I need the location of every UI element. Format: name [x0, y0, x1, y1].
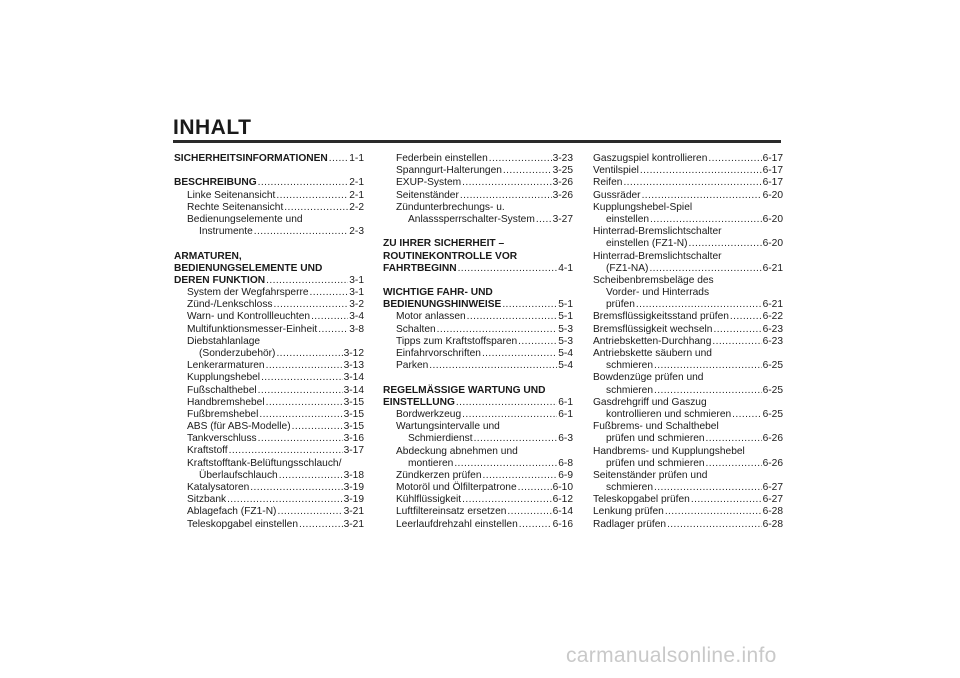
toc-page-number: 6-21 — [762, 299, 783, 311]
toc-spacer — [383, 226, 573, 238]
toc-dot-leader — [258, 433, 343, 445]
toc-page-number: 6-26 — [762, 433, 783, 445]
toc-entry-title: Kraftstoff — [187, 445, 228, 457]
toc-dot-leader — [284, 202, 348, 214]
toc-dot-leader — [708, 153, 761, 165]
toc-page-number: 4-1 — [558, 262, 573, 274]
toc-entry[interactable] — [593, 238, 783, 250]
toc-entry-title: (Sonderzubehör) — [199, 347, 276, 359]
toc-page-number: 6-26 — [762, 457, 783, 469]
toc-entry-title: DEREN FUNKTION — [174, 274, 266, 286]
toc-dot-leader — [277, 506, 342, 518]
toc-dot-leader — [329, 153, 349, 165]
toc-page-number: 6-22 — [762, 311, 783, 323]
toc-entry-title: Motoröl und Ölfilterpatrone — [396, 482, 517, 494]
toc-entry[interactable] — [174, 190, 364, 202]
page-title: INHALT — [173, 116, 252, 139]
toc-section-entry[interactable] — [174, 153, 364, 165]
toc-entry[interactable] — [174, 482, 364, 494]
toc-entry[interactable] — [174, 446, 364, 458]
toc-entry[interactable] — [383, 433, 573, 445]
toc-dot-leader — [518, 482, 552, 494]
toc-page-number: 3-26 — [552, 189, 573, 201]
toc-page-number: 6-8 — [558, 457, 573, 469]
toc-page-number: 3-13 — [343, 360, 364, 372]
toc-entry[interactable] — [383, 409, 573, 421]
toc-dot-leader — [474, 433, 558, 445]
toc-entry-title: Schalten — [396, 323, 436, 335]
toc-page-number: 2-1 — [349, 189, 364, 201]
toc-section-entry[interactable] — [174, 275, 364, 287]
toc-dot-leader — [489, 153, 552, 165]
toc-entry-title: Ventilspiel — [593, 165, 639, 177]
toc-dot-leader — [649, 263, 761, 275]
toc-spacer — [383, 372, 573, 384]
toc-page-number: 6-27 — [762, 482, 783, 494]
toc-entry-title: Lenkerarmaturen — [187, 360, 265, 372]
toc-entry-title: Fußbremshebel — [187, 408, 259, 420]
toc-entry-title: schmieren — [606, 360, 653, 372]
toc-entry-title: Fußschalthebel — [187, 384, 257, 396]
toc-page-number: 3-25 — [552, 165, 573, 177]
toc-entry[interactable] — [174, 348, 364, 360]
toc-entry-title: Luftfiltereinsatz ersetzen — [396, 506, 507, 518]
toc-entry[interactable] — [593, 311, 783, 323]
toc-page-number: 3-1 — [349, 274, 364, 286]
toc-entry[interactable] — [593, 165, 783, 177]
toc-dot-leader — [502, 299, 557, 311]
toc-dot-leader — [261, 372, 343, 384]
toc-dot-leader — [713, 324, 761, 336]
toc-entry-title: Instrumente — [199, 226, 253, 238]
toc-entry[interactable] — [383, 348, 573, 360]
toc-heading-line: ZU IHRER SICHERHEIT – — [383, 238, 505, 250]
toc-entry[interactable] — [593, 336, 783, 348]
toc-entry-title: Motor anlassen — [396, 311, 466, 323]
toc-page-number: 3-19 — [343, 482, 364, 494]
toc-spacer — [174, 165, 364, 177]
toc-entry-title: Schmierdienst — [408, 433, 473, 445]
toc-page-number: 3-27 — [552, 213, 573, 225]
toc-heading-line: WICHTIGE FAHR- UND — [383, 287, 493, 299]
toc-dot-leader — [259, 409, 342, 421]
toc-section-entry[interactable] — [174, 177, 364, 189]
toc-column-2 — [383, 153, 573, 531]
toc-entry-title: Überlaufschlauch — [199, 469, 278, 481]
toc-dot-leader — [536, 214, 552, 226]
toc-dot-leader — [518, 336, 557, 348]
toc-page-number: 3-17 — [343, 445, 364, 457]
toc-entry-title: ABS (für ABS-Modelle) — [187, 421, 291, 433]
toc-page-number: 6-20 — [762, 238, 783, 250]
toc-page-number: 3-4 — [349, 311, 364, 323]
toc-entry-title: Handbremshebel — [187, 396, 265, 408]
toc-entry[interactable] — [174, 202, 364, 214]
toc-dot-leader — [689, 238, 762, 250]
toc-page-number: 6-25 — [762, 360, 783, 372]
toc-dot-leader — [250, 482, 342, 494]
toc-dot-leader — [691, 494, 762, 506]
toc-entry-title: Federbein einstellen — [396, 152, 488, 164]
toc-entry[interactable] — [174, 409, 364, 421]
toc-dot-leader — [667, 519, 762, 531]
toc-page-number: 5-1 — [558, 311, 573, 323]
toc-entry[interactable] — [383, 458, 573, 470]
toc-dot-leader — [519, 519, 552, 531]
toc-dot-leader — [299, 519, 343, 531]
toc-dot-leader — [229, 445, 343, 457]
toc-column-1 — [174, 153, 364, 531]
toc-entry-title: Sitzbank — [187, 494, 227, 506]
toc-entry-line: Fußbrems- und Schalthebel — [593, 421, 719, 433]
toc-entry-title: einstellen (FZ1-N) — [606, 238, 688, 250]
toc-dot-leader — [642, 190, 762, 202]
toc-dot-leader — [279, 470, 343, 482]
toc-entry-title: (FZ1-NA) — [606, 262, 649, 274]
toc-entry[interactable] — [593, 177, 783, 189]
toc-entry-line: Vorder- und Hinterrads — [606, 287, 710, 299]
toc-page-number: 5-4 — [558, 347, 573, 359]
toc-entry-title: EXUP-System — [396, 177, 462, 189]
toc-page-number: 6-25 — [762, 408, 783, 420]
toc-page-number: 6-1 — [558, 396, 573, 408]
toc-page-number: 6-21 — [762, 262, 783, 274]
toc-dot-leader — [706, 433, 762, 445]
toc-dot-leader — [467, 311, 558, 323]
toc-entry[interactable] — [383, 494, 573, 506]
toc-entry-line: Abdeckung abnehmen und — [396, 445, 518, 457]
watermark: carmanualsonline.info — [566, 644, 777, 667]
toc-page-number: 3-12 — [343, 347, 364, 359]
toc-entry[interactable] — [593, 494, 783, 506]
toc-entry[interactable] — [383, 190, 573, 202]
toc-dot-leader — [650, 214, 762, 226]
toc-entry-line: Handbrems- und Kupplungshebel — [593, 445, 745, 457]
toc-page-number: 3-14 — [343, 372, 364, 384]
toc-page-number: 3-26 — [552, 177, 573, 189]
toc-dot-leader — [310, 287, 349, 299]
toc-page-number: 3-15 — [343, 408, 364, 420]
toc-entry[interactable] — [174, 372, 364, 384]
toc-entry-title: Tipps zum Kraftstoffsparen — [396, 335, 518, 347]
toc-entry-title: prüfen — [606, 299, 635, 311]
toc-entry[interactable] — [383, 311, 573, 323]
toc-heading-line: BEDIENUNGSELEMENTE UND — [174, 262, 323, 274]
toc-page-number: 6-23 — [762, 335, 783, 347]
toc-dot-leader — [654, 482, 762, 494]
toc-entry[interactable] — [174, 360, 364, 372]
toc-section-entry[interactable] — [383, 263, 573, 275]
toc-entry-title: Gaszugspiel kontrollieren — [593, 152, 708, 164]
toc-page-number: 6-20 — [762, 189, 783, 201]
toc-entry-title: BESCHREIBUNG — [174, 177, 257, 189]
toc-entry[interactable] — [593, 263, 783, 275]
toc-dot-leader — [623, 177, 761, 189]
toc-entry-line: Diebstahlanlage — [187, 335, 261, 347]
toc-page-number: 3-19 — [343, 494, 364, 506]
toc-dot-leader — [654, 385, 762, 397]
toc-dot-leader — [458, 263, 558, 275]
toc-entry-title: FAHRTBEGINN — [383, 262, 457, 274]
toc-page-number: 3-21 — [343, 506, 364, 518]
toc-entry-title: Anlasssperrschalter-System — [408, 213, 535, 225]
toc-dot-leader — [636, 299, 762, 311]
toc-entry-title: Kupplungshebel — [187, 372, 261, 384]
toc-page-number: 6-10 — [552, 482, 573, 494]
toc-entry-title: prüfen und schmieren — [606, 433, 705, 445]
toc-entry-title: Lenkung prüfen — [593, 506, 664, 518]
toc-entry-title: schmieren — [606, 384, 653, 396]
toc-entry-title: Teleskopgabel einstellen — [187, 518, 299, 530]
toc-page-number: 6-17 — [762, 165, 783, 177]
toc-dot-leader — [454, 458, 557, 470]
toc-page-number: 6-1 — [558, 408, 573, 420]
toc-dot-leader — [462, 409, 557, 421]
toc-entry-title: Zünd-/Lenkschloss — [187, 299, 273, 311]
toc-entry[interactable] — [383, 153, 573, 165]
toc-page-number: 3-23 — [552, 152, 573, 164]
toc-entry[interactable] — [383, 519, 573, 531]
toc-page-number: 5-4 — [558, 360, 573, 372]
toc-entry-title: einstellen — [606, 213, 650, 225]
toc-page-number: 3-16 — [343, 433, 364, 445]
toc-entry-title: kontrollieren und schmieren — [606, 408, 732, 420]
toc-entry-title: Spanngurt-Halterungen — [396, 165, 502, 177]
toc-dot-leader — [258, 385, 343, 397]
toc-page-number: 6-9 — [558, 469, 573, 481]
toc-entry-title: Radlager prüfen — [593, 518, 667, 530]
toc-entry[interactable] — [174, 421, 364, 433]
toc-page-number: 6-12 — [552, 494, 573, 506]
toc-dot-leader — [456, 397, 557, 409]
toc-entry-line: Wartungsintervalle und — [396, 421, 500, 433]
toc-page-number: 3-18 — [343, 469, 364, 481]
toc-page-number: 3-15 — [343, 421, 364, 433]
toc-entry[interactable] — [383, 177, 573, 189]
toc-entry[interactable] — [593, 153, 783, 165]
toc-entry-title: schmieren — [606, 482, 653, 494]
toc-entry-title: BEDIENUNGSHINWEISE — [383, 299, 502, 311]
toc-entry[interactable] — [383, 506, 573, 518]
toc-dot-leader — [274, 299, 349, 311]
toc-entry-line: Bedienungselemente und — [187, 213, 303, 225]
toc-entry[interactable] — [593, 409, 783, 421]
toc-entry[interactable] — [593, 360, 783, 372]
toc-entry[interactable] — [593, 190, 783, 202]
toc-entry-title: Tankverschluss — [187, 433, 257, 445]
toc-entry-title: Bremsflüssigkeit wechseln — [593, 323, 713, 335]
toc-entry-title: Bordwerkzeug — [396, 408, 462, 420]
toc-dot-leader — [640, 165, 762, 177]
title-rule — [173, 140, 781, 143]
toc-page-number: 3-21 — [343, 518, 364, 530]
toc-entry-line: Bowdenzüge prüfen und — [593, 372, 704, 384]
toc-entry[interactable] — [174, 494, 364, 506]
toc-entry[interactable] — [383, 482, 573, 494]
toc-spacer — [383, 275, 573, 287]
toc-entry[interactable] — [174, 226, 364, 238]
toc-entry-title: Zündkerzen prüfen — [396, 469, 482, 481]
toc-entry[interactable] — [593, 433, 783, 445]
toc-entry-title: Reifen — [593, 177, 623, 189]
toc-heading-line: ARMATUREN, — [174, 250, 242, 262]
toc-dot-leader — [482, 348, 557, 360]
toc-entry[interactable] — [383, 214, 573, 226]
toc-entry[interactable] — [383, 336, 573, 348]
toc-page-number: 2-3 — [349, 226, 364, 238]
toc-page-number: 6-14 — [552, 506, 573, 518]
toc-dot-leader — [266, 360, 343, 372]
toc-entry-title: System der Wegfahrsperre — [187, 287, 309, 299]
toc-dot-leader — [706, 458, 762, 470]
toc-page-number: 6-20 — [762, 213, 783, 225]
toc-entry[interactable] — [174, 470, 364, 482]
toc-entry[interactable] — [593, 324, 783, 336]
toc-entry[interactable] — [593, 482, 783, 494]
toc-entry[interactable] — [383, 360, 573, 372]
toc-entry[interactable] — [174, 324, 364, 336]
toc-entry-title: Teleskopgabel prüfen — [593, 494, 690, 506]
toc-entry-line: Hinterrad-Bremslichtschalter — [593, 250, 722, 262]
toc-entry-title: Multifunktionsmesser-Einheit — [187, 323, 318, 335]
toc-entry-title: EINSTELLUNG — [383, 396, 455, 408]
toc-page-number: 3-14 — [343, 384, 364, 396]
toc-entry-title: Rechte Seitenansicht — [187, 201, 284, 213]
toc-dot-leader — [462, 177, 552, 189]
toc-entry-line: Kupplungshebel-Spiel — [593, 201, 693, 213]
toc-page-number: 2-2 — [349, 201, 364, 213]
toc-page-number: 6-17 — [762, 177, 783, 189]
toc-page-number: 6-27 — [762, 494, 783, 506]
toc-dot-leader — [462, 494, 551, 506]
toc-page-number: 3-1 — [349, 287, 364, 299]
toc-entry[interactable] — [174, 287, 364, 299]
toc-dot-leader — [227, 494, 343, 506]
toc-entry-line: Zündunterbrechungs- u. — [396, 201, 505, 213]
toc-entry[interactable] — [593, 519, 783, 531]
toc-page-number: 3-8 — [349, 323, 364, 335]
toc-page-number: 5-3 — [558, 335, 573, 347]
toc-dot-leader — [258, 177, 349, 189]
toc-dot-leader — [665, 506, 762, 518]
toc-entry-title: Einfahrvorschriften — [396, 347, 481, 359]
toc-page-number: 6-25 — [762, 384, 783, 396]
toc-section-entry[interactable] — [383, 397, 573, 409]
toc-entry-title: SICHERHEITSINFORMATIONEN — [174, 152, 328, 164]
toc-entry[interactable] — [174, 397, 364, 409]
toc-page-number: 6-17 — [762, 152, 783, 164]
toc-page-number: 6-28 — [762, 506, 783, 518]
toc-entry-title: Parken — [396, 360, 429, 372]
toc-entry[interactable] — [174, 311, 364, 323]
toc-page-number: 1-1 — [349, 152, 364, 164]
toc-entry[interactable] — [174, 385, 364, 397]
toc-heading-line: ROUTINEKONTROLLE VOR — [383, 250, 518, 262]
toc-dot-leader — [483, 470, 558, 482]
toc-entry-title: Kühlflüssigkeit — [396, 494, 462, 506]
toc-dot-leader — [266, 275, 348, 287]
toc-entry-title: prüfen und schmieren — [606, 457, 705, 469]
toc-entry[interactable] — [383, 165, 573, 177]
toc-entry[interactable] — [593, 299, 783, 311]
toc-dot-leader — [276, 190, 348, 202]
toc-dot-leader — [507, 506, 551, 518]
toc-entry-title: Ablagefach (FZ1-N) — [187, 506, 277, 518]
toc-entry[interactable] — [174, 299, 364, 311]
toc-heading-line: REGELMÄSSIGE WARTUNG UND — [383, 384, 546, 396]
toc-page-number: 3-15 — [343, 396, 364, 408]
toc-column-3 — [593, 153, 783, 531]
toc-entry[interactable] — [383, 470, 573, 482]
toc-entry-line: Seitenständer prüfen und — [593, 469, 708, 481]
toc-page-number: 5-3 — [558, 323, 573, 335]
toc-entry-title: Bremsflüssigkeitsstand prüfen — [593, 311, 729, 323]
toc-dot-leader — [292, 421, 343, 433]
toc-entry-line: Gasdrehgriff und Gaszug — [593, 396, 707, 408]
toc-dot-leader — [276, 348, 342, 360]
toc-entry-line: Scheibenbremsbeläge des — [593, 274, 714, 286]
toc-dot-leader — [654, 360, 762, 372]
toc-dot-leader — [254, 226, 348, 238]
toc-entry-title: montieren — [408, 457, 454, 469]
toc-page-number: 6-3 — [558, 433, 573, 445]
toc-dot-leader — [503, 165, 552, 177]
toc-page-number: 6-28 — [762, 518, 783, 530]
toc-dot-leader — [730, 311, 762, 323]
toc-entry-title: Leerlaufdrehzahl einstellen — [396, 518, 518, 530]
toc-page-number: 5-1 — [558, 299, 573, 311]
toc-entry[interactable] — [174, 519, 364, 531]
toc-dot-leader — [311, 311, 348, 323]
toc-entry-line: Hinterrad-Bremslichtschalter — [593, 226, 722, 238]
toc-entry[interactable] — [383, 324, 573, 336]
toc-dot-leader — [437, 324, 558, 336]
toc-entry-title: Antriebsketten-Durchhang — [593, 335, 712, 347]
toc-page-number: 6-16 — [552, 518, 573, 530]
toc-dot-leader — [429, 360, 557, 372]
toc-entry-title: Warn- und Kontrollleuchten — [187, 311, 311, 323]
toc-entry[interactable] — [593, 214, 783, 226]
toc-entry-line: Kraftstofftank-Belüftungsschlauch/ — [187, 457, 342, 469]
toc-dot-leader — [460, 190, 552, 202]
toc-entry[interactable] — [593, 385, 783, 397]
toc-page-number: 3-2 — [349, 299, 364, 311]
toc-entry-title: Seitenständer — [396, 189, 459, 201]
toc-entry-title: Linke Seitenansicht — [187, 189, 276, 201]
toc-entry[interactable] — [593, 458, 783, 470]
toc-section-entry[interactable] — [383, 299, 573, 311]
toc-entry[interactable] — [593, 506, 783, 518]
toc-dot-leader — [732, 409, 761, 421]
toc-entry-title: Katalysatoren — [187, 482, 250, 494]
toc-entry-line: Antriebskette säubern und — [593, 348, 712, 359]
toc-spacer — [174, 238, 364, 250]
toc-entry[interactable] — [174, 506, 364, 518]
toc-entry[interactable] — [174, 433, 364, 445]
toc-page-number: 6-23 — [762, 323, 783, 335]
toc-page-number: 2-1 — [349, 177, 364, 189]
toc-entry-title: Gussräder — [593, 189, 641, 201]
toc-dot-leader — [712, 336, 761, 348]
toc-dot-leader — [318, 324, 348, 336]
toc-dot-leader — [266, 397, 343, 409]
